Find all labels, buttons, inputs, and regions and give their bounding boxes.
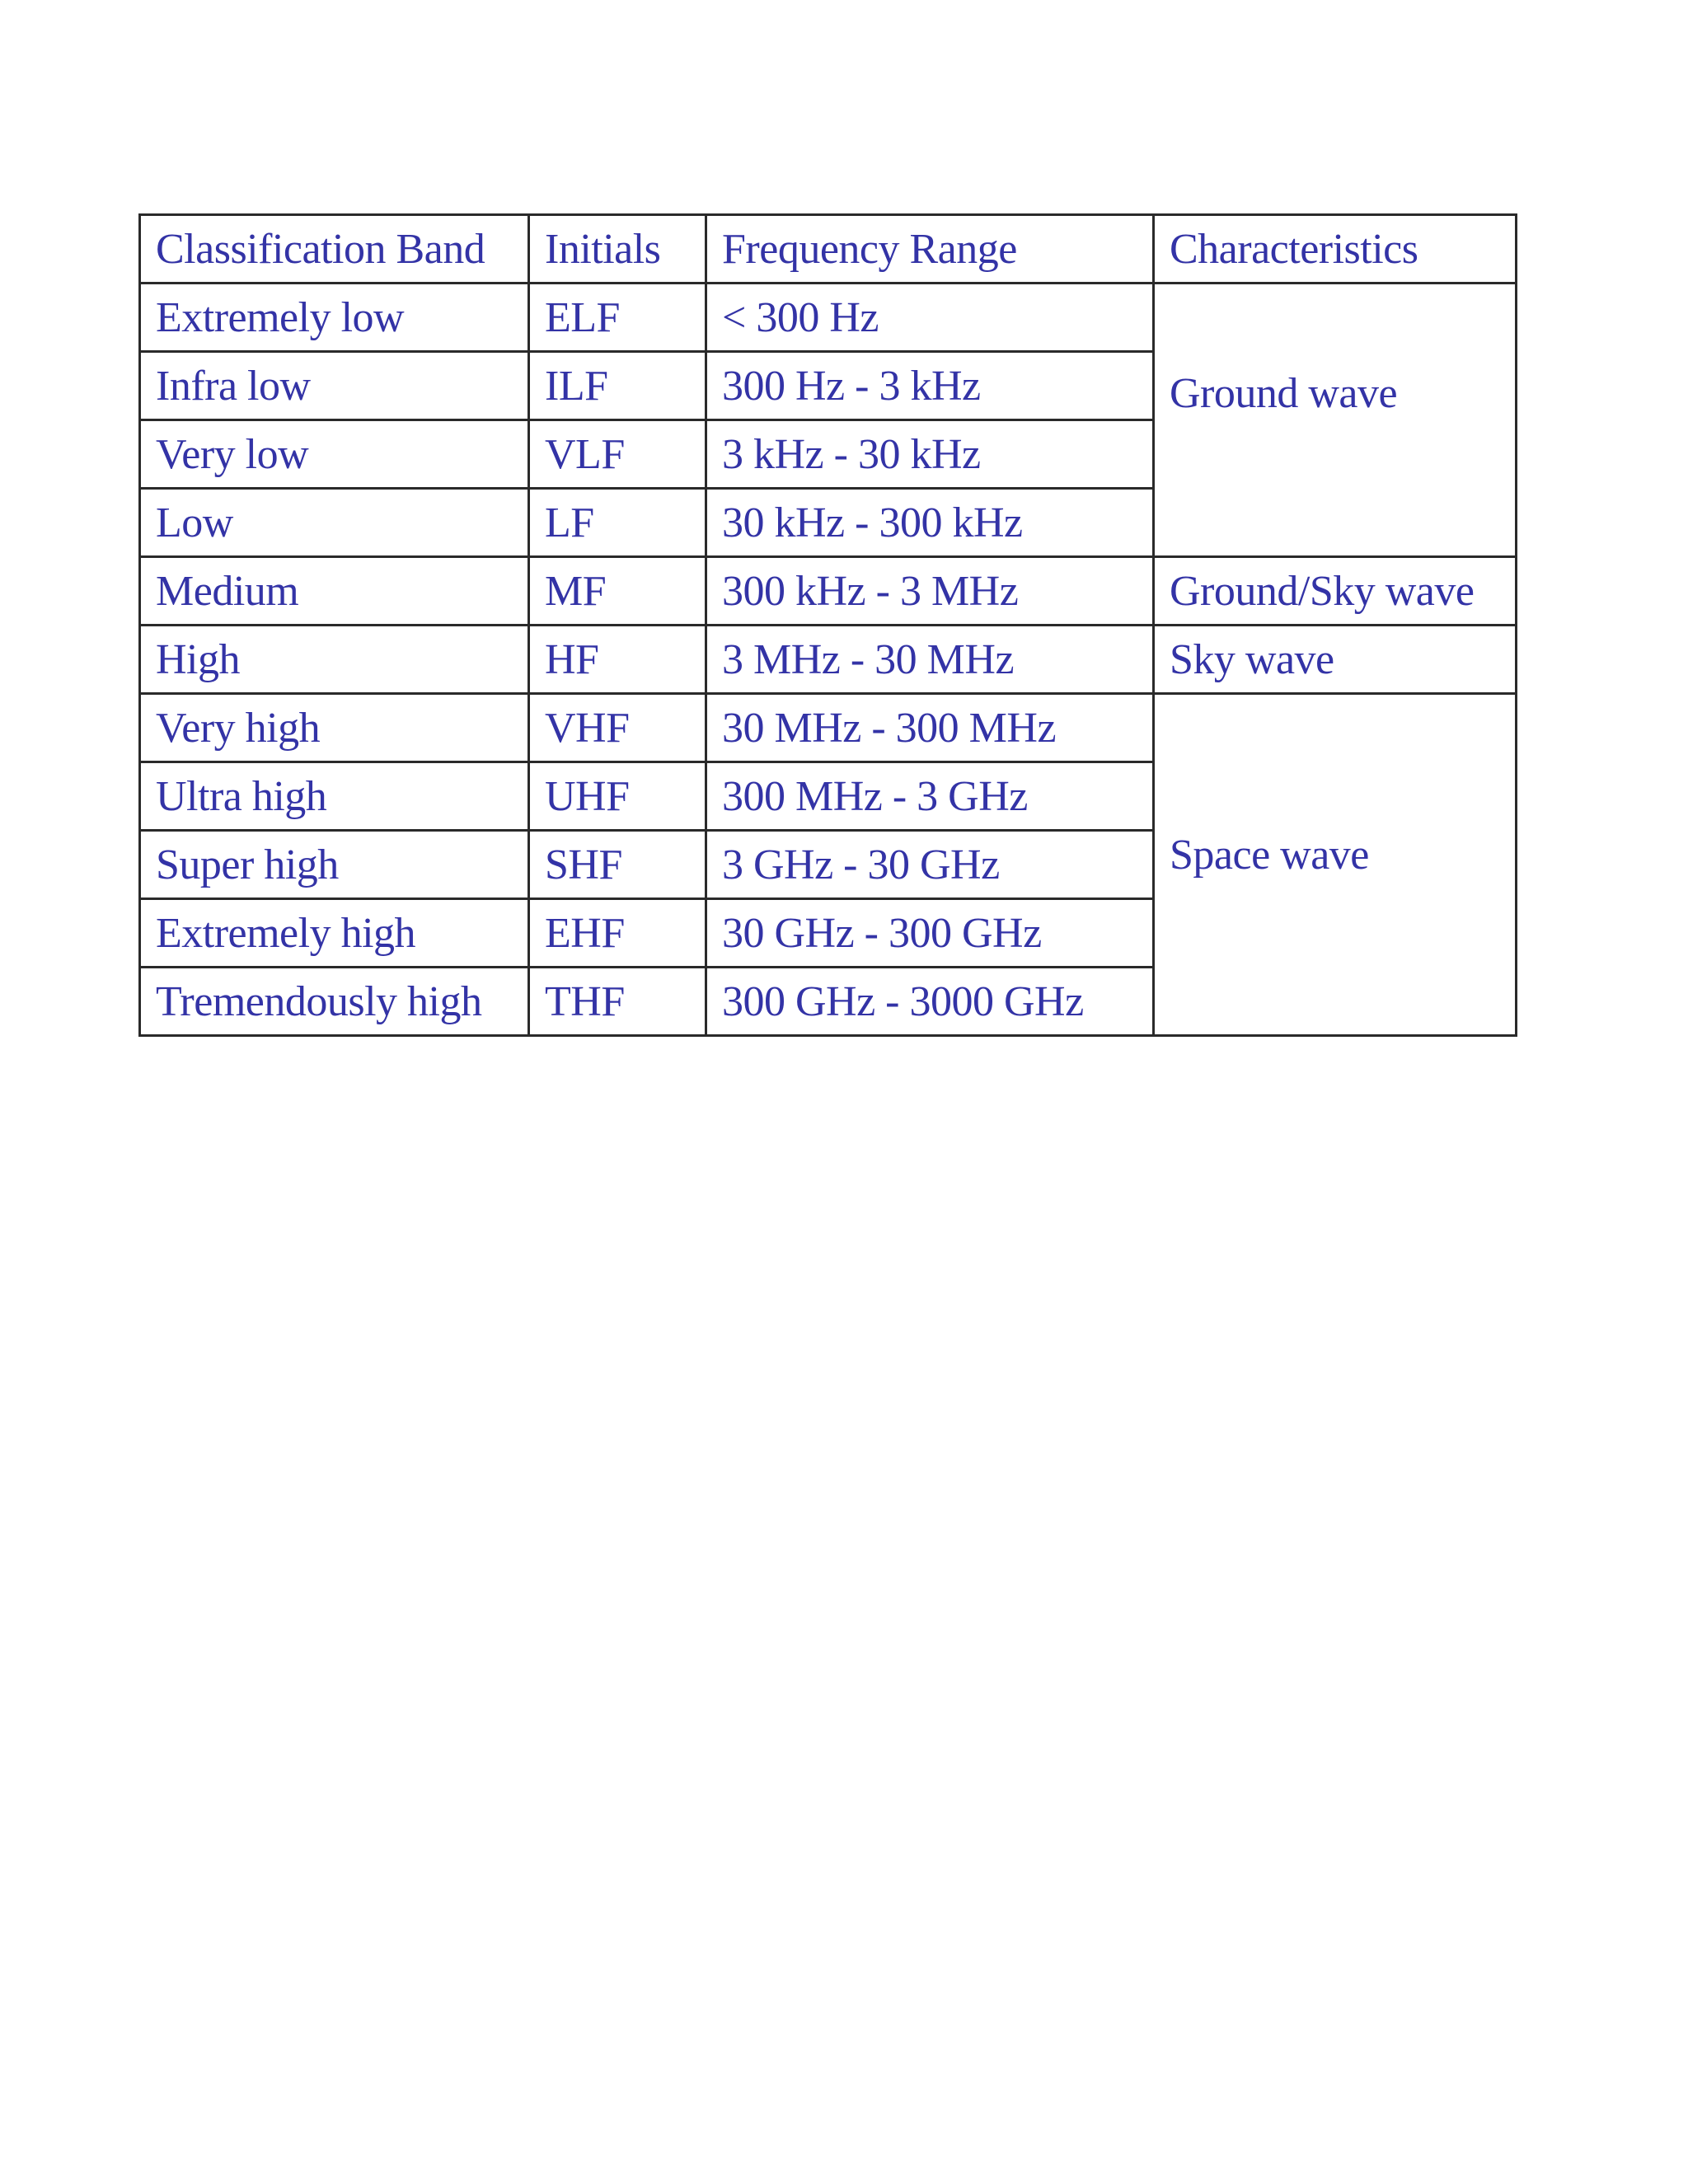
characteristics-cell-ground-sky-wave: Ground/Sky wave — [1154, 557, 1517, 626]
characteristics-cell-ground-wave — [1154, 284, 1517, 557]
characteristics-label: Ground wave — [1170, 370, 1398, 417]
band-cell: Ultra high — [140, 762, 529, 831]
range-cell: 30 GHz - 300 GHz — [706, 899, 1154, 968]
range-cell: 300 GHz - 3000 GHz — [706, 968, 1154, 1036]
initials-cell: UHF — [529, 762, 706, 831]
band-cell: Extremely high — [140, 899, 529, 968]
band-cell: Infra low — [140, 352, 529, 420]
table-row — [140, 284, 1517, 352]
initials-cell: LF — [529, 489, 706, 557]
initials-cell: ILF — [529, 352, 706, 420]
band-cell: Very low — [140, 420, 529, 489]
initials-cell: VHF — [529, 694, 706, 762]
range-cell: 30 kHz - 300 kHz — [706, 489, 1154, 557]
band-cell: Very high — [140, 694, 529, 762]
characteristics-cell-space-wave — [1154, 694, 1517, 1036]
characteristics-cell-sky-wave: Sky wave — [1154, 626, 1517, 694]
initials-cell: SHF — [529, 831, 706, 899]
band-cell: Super high — [140, 831, 529, 899]
range-cell: 300 Hz - 3 kHz — [706, 352, 1154, 420]
table-header-row — [140, 215, 1517, 284]
band-cell: Medium — [140, 557, 529, 626]
initials-cell: ELF — [529, 284, 706, 352]
table-row — [140, 694, 1517, 762]
header-characteristics: Characteristics — [1154, 215, 1517, 284]
range-cell: 300 MHz - 3 GHz — [706, 762, 1154, 831]
header-initials: Initials — [529, 215, 706, 284]
initials-cell: MF — [529, 557, 706, 626]
range-cell: 300 kHz - 3 MHz — [706, 557, 1154, 626]
range-cell: < 300 Hz — [706, 284, 1154, 352]
header-classification-band: Classification Band — [140, 215, 529, 284]
characteristics-label: Space wave — [1170, 831, 1369, 879]
band-cell: Low — [140, 489, 529, 557]
header-frequency-range: Frequency Range — [706, 215, 1154, 284]
band-cell: Extremely low — [140, 284, 529, 352]
range-cell: 3 MHz - 30 MHz — [706, 626, 1154, 694]
band-cell: Tremendously high — [140, 968, 529, 1036]
range-cell: 30 MHz - 300 MHz — [706, 694, 1154, 762]
table-row — [140, 557, 1517, 626]
table-row — [140, 626, 1517, 694]
range-cell: 3 kHz - 30 kHz — [706, 420, 1154, 489]
initials-cell: VLF — [529, 420, 706, 489]
initials-cell: THF — [529, 968, 706, 1036]
frequency-band-table — [138, 213, 1517, 1037]
initials-cell: HF — [529, 626, 706, 694]
band-cell: High — [140, 626, 529, 694]
initials-cell: EHF — [529, 899, 706, 968]
range-cell: 3 GHz - 30 GHz — [706, 831, 1154, 899]
